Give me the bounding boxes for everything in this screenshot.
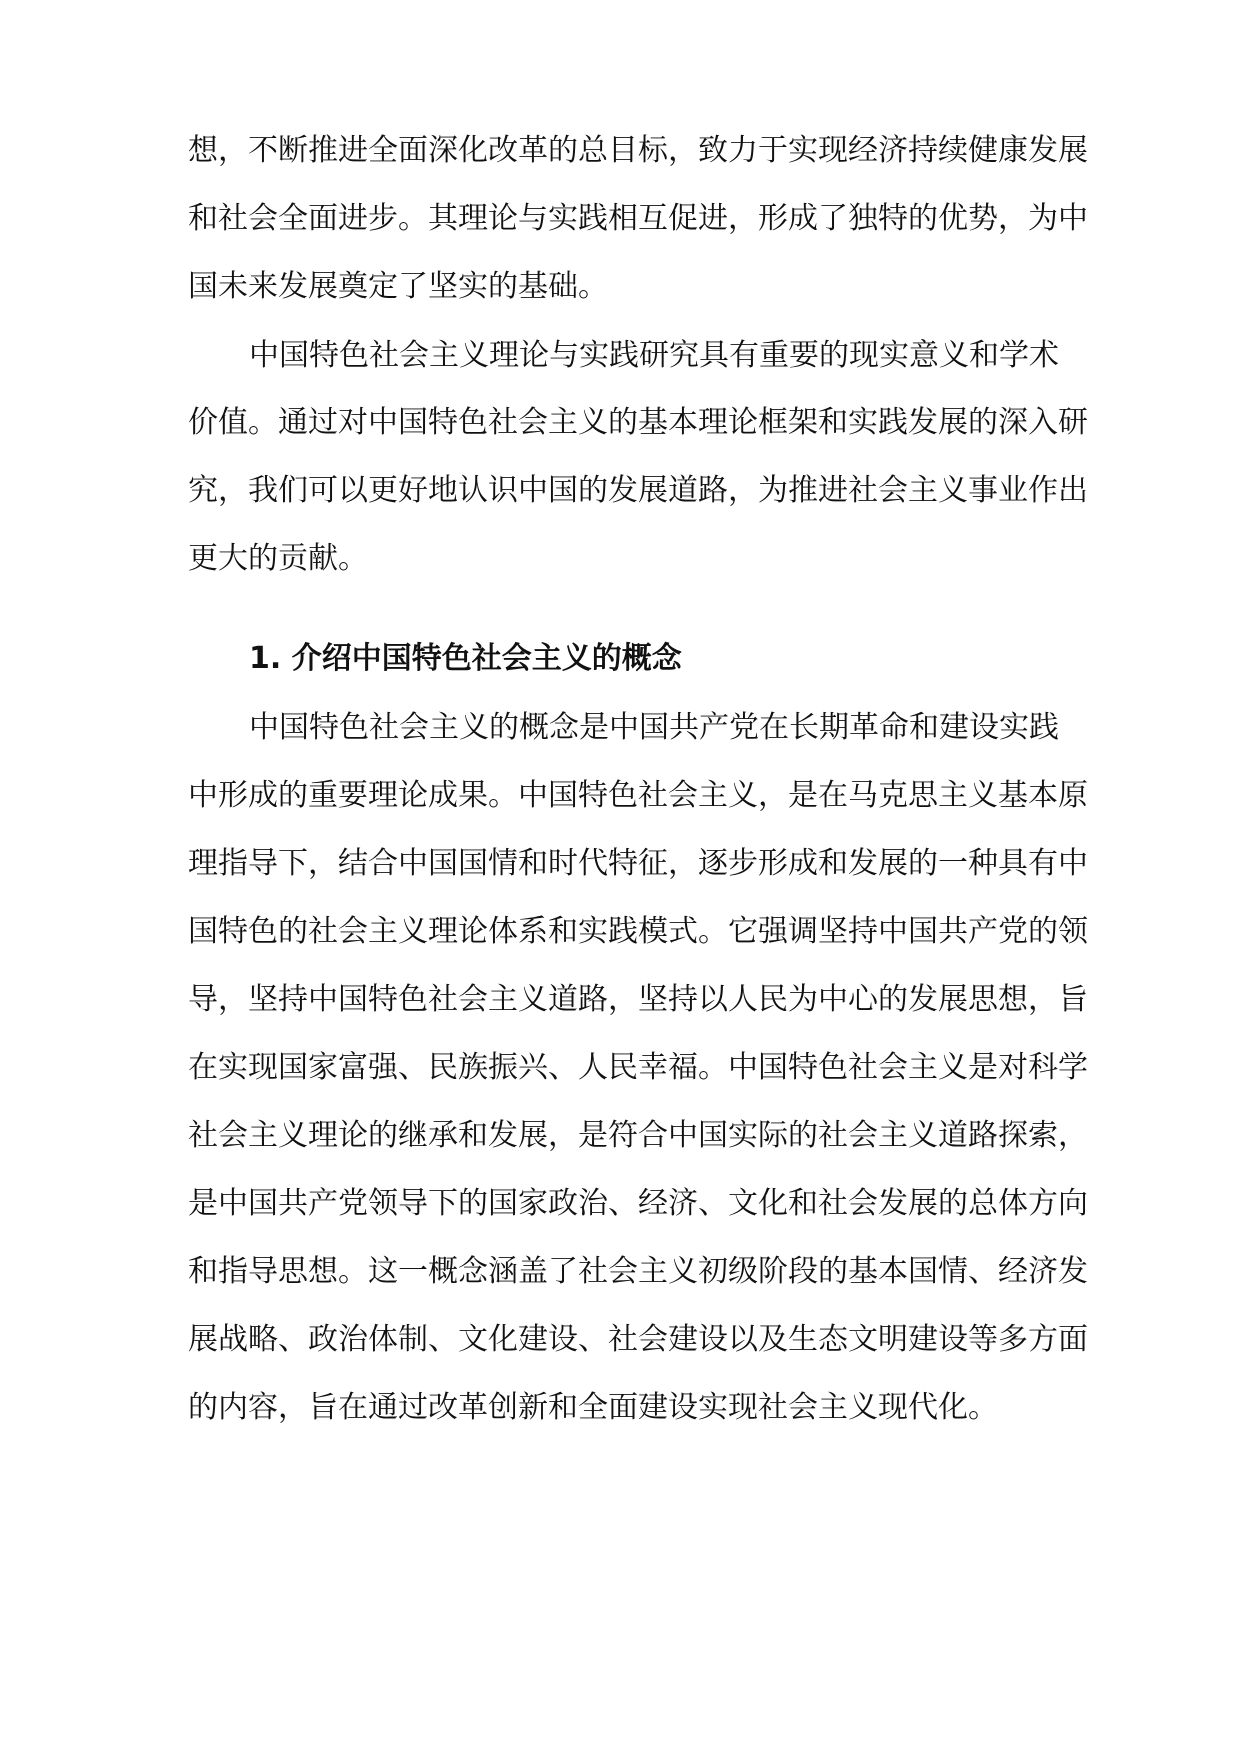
paragraph-line: 价值。通过对中国特色社会主义的基本理论框架和实践发展的深入研 [188,405,1088,440]
paragraph-line: 的内容，旨在通过改革创新和全面建设实现社会主义现代化。 [188,1390,998,1425]
paragraph-line: 更大的贡献。 [188,541,368,576]
paragraph-line: 理指导下，结合中国国情和时代特征，逐步形成和发展的一种具有中 [188,846,1088,881]
section-heading: 1. 介绍中国特色社会主义的概念 [249,641,682,676]
paragraph-line: 在实现国家富强、民族振兴、人民幸福。中国特色社会主义是对科学 [188,1050,1088,1085]
paragraph-line: 和指导思想。这一概念涵盖了社会主义初级阶段的基本国情、经济发 [188,1254,1088,1289]
paragraph-line: 和社会全面进步。其理论与实践相互促进，形成了独特的优势，为中 [188,201,1088,236]
paragraph-line: 中国特色社会主义理论与实践研究具有重要的现实意义和学术 [249,338,1059,373]
paragraph-line: 国未来发展奠定了坚实的基础。 [188,269,608,304]
paragraph-line: 中国特色社会主义的概念是中国共产党在长期革命和建设实践 [249,710,1059,745]
paragraph-line: 想，不断推进全面深化改革的总目标，致力于实现经济持续健康发展 [188,133,1088,168]
paragraph-line: 社会主义理论的继承和发展，是符合中国实际的社会主义道路探索， [188,1118,1088,1153]
paragraph-line: 展战略、政治体制、文化建设、社会建设以及生态文明建设等多方面 [188,1322,1088,1357]
paragraph-line: 是中国共产党领导下的国家政治、经济、文化和社会发展的总体方向 [188,1186,1088,1221]
paragraph-line: 中形成的重要理论成果。中国特色社会主义，是在马克思主义基本原 [188,778,1088,813]
paragraph-line: 导，坚持中国特色社会主义道路，坚持以人民为中心的发展思想，旨 [188,982,1088,1017]
paragraph-line: 国特色的社会主义理论体系和实践模式。它强调坚持中国共产党的领 [188,914,1088,949]
paragraph-line: 究，我们可以更好地认识中国的发展道路，为推进社会主义事业作出 [188,473,1088,508]
